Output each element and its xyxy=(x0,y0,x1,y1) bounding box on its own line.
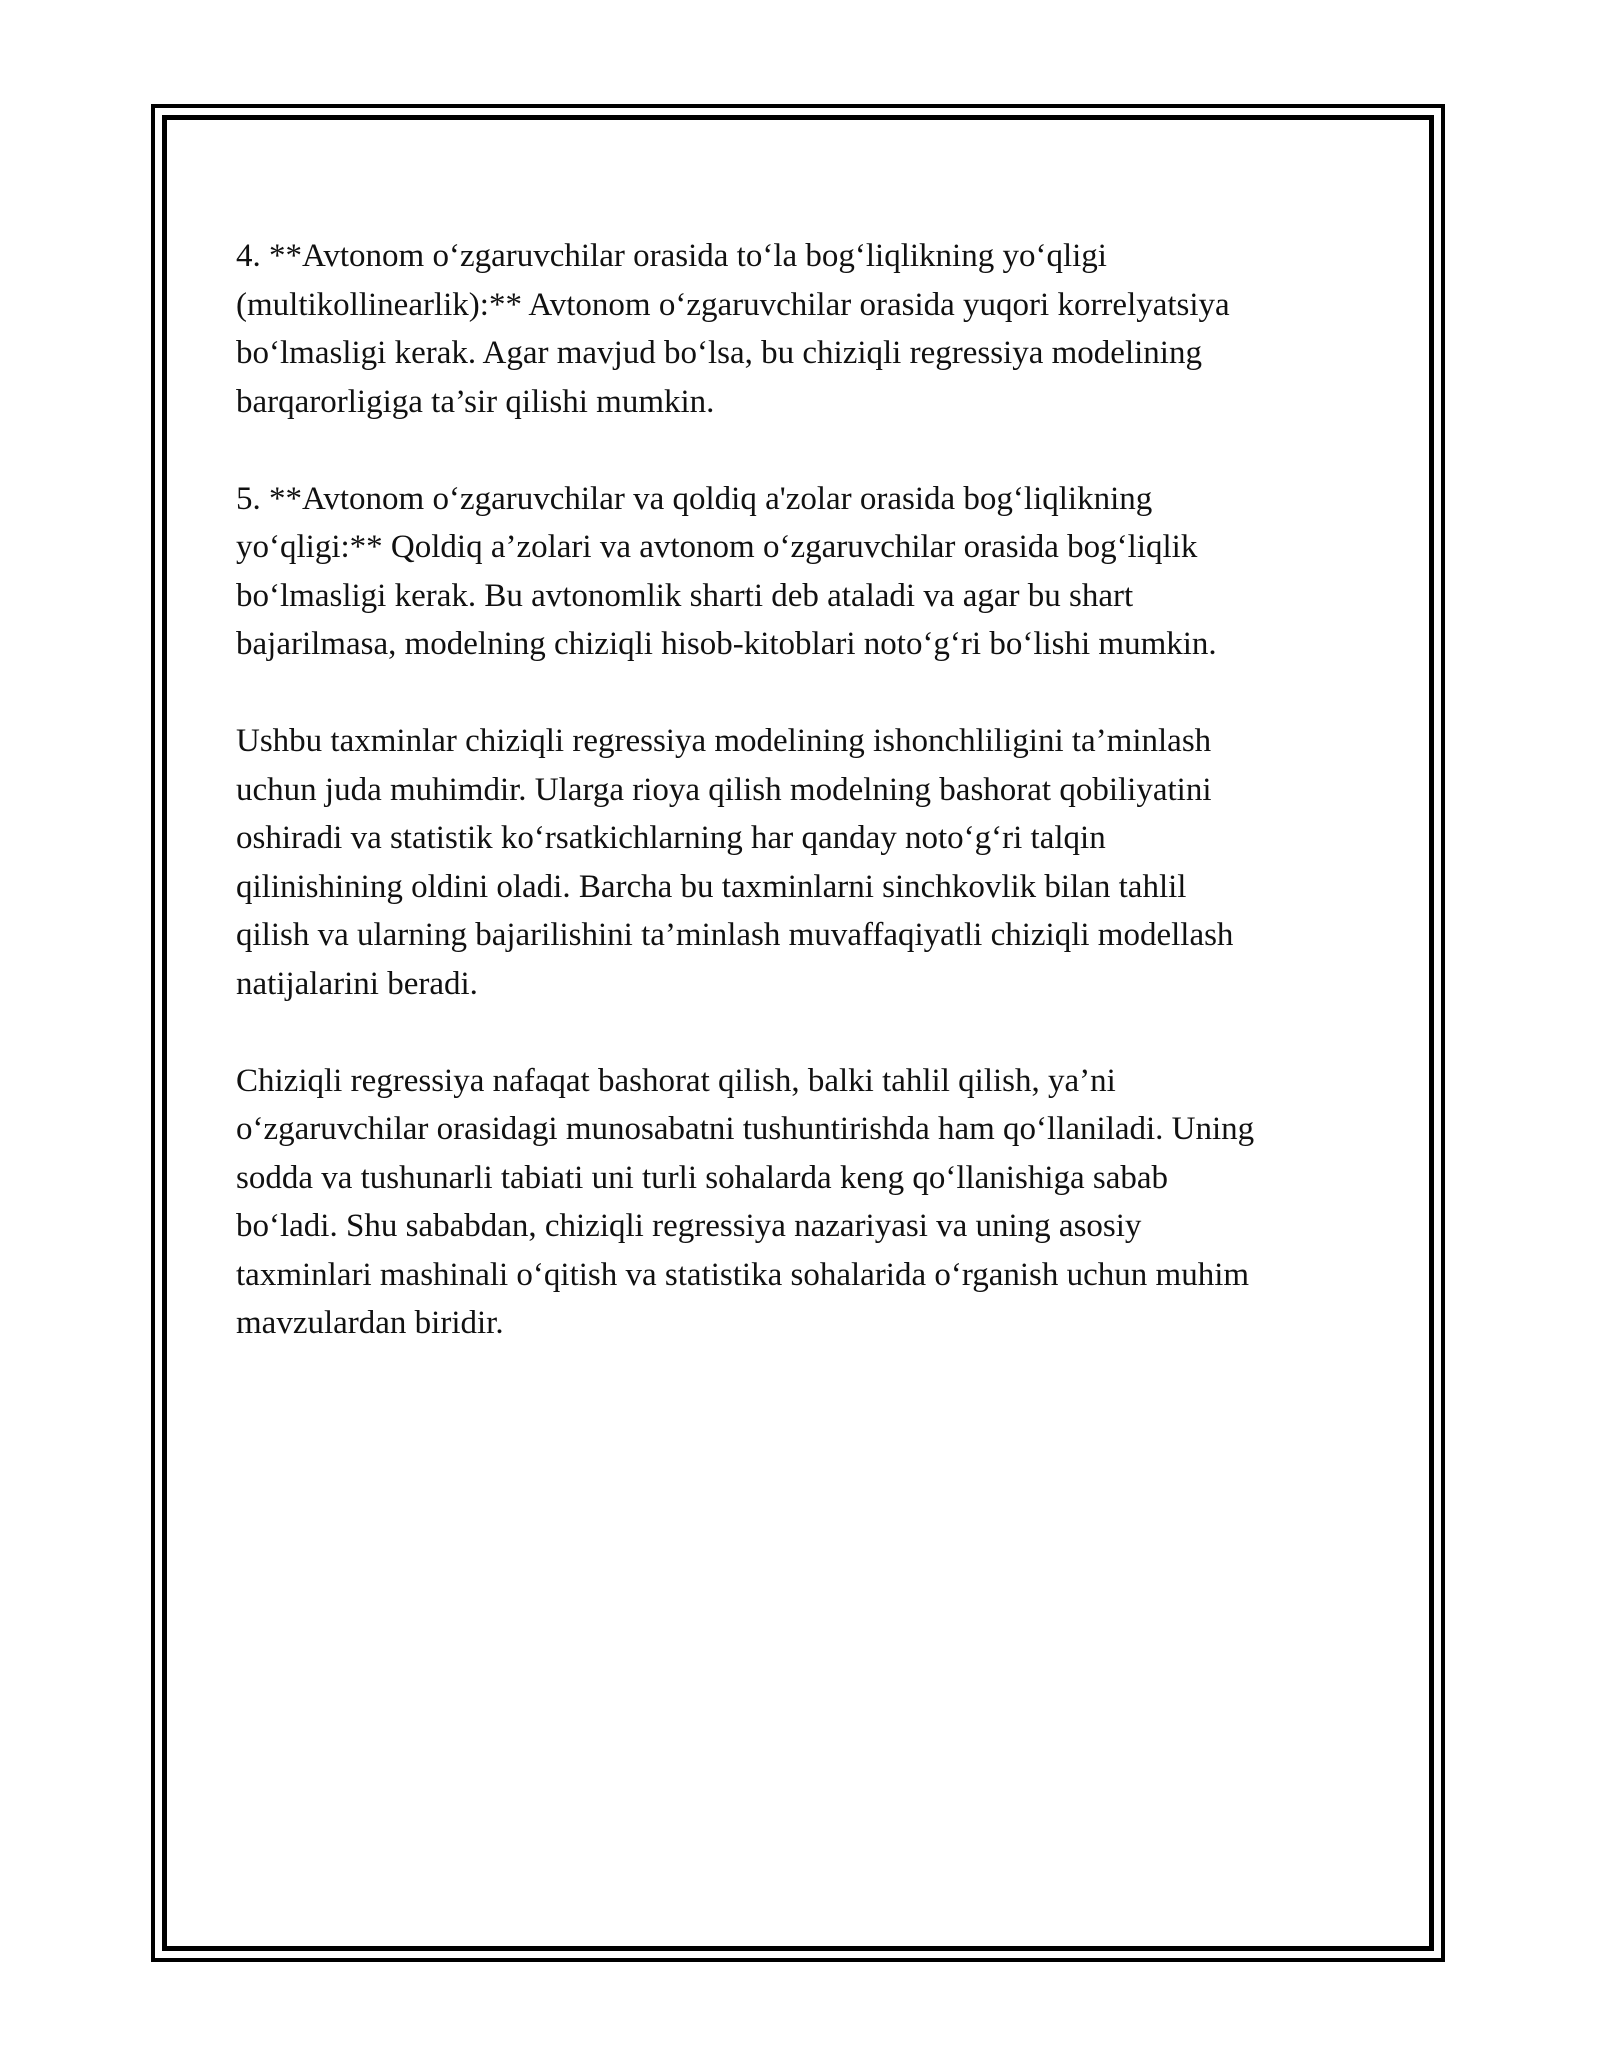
text-line: uchun juda muhimdir. Ularga rioya qilish modelning bashorat qobiliyatini xyxy=(236,771,1212,808)
text-line: taxminlari mashinali o‘qitish va statistika sohalarida o‘rganish uchun muhim xyxy=(236,1256,1250,1293)
text-line: mavzulardan biridir. xyxy=(236,1305,504,1341)
text-line: Chiziqli regressiya nafaqat bashorat qilish, balki tahlil qilish, ya’ni xyxy=(236,1062,1116,1099)
text-line: sodda va tushunarli tabiati uni turli sohalarda keng qo‘llanishiga sabab xyxy=(236,1159,1169,1196)
text-line: Ushbu taxminlar chiziqli regressiya modelining ishonchliligini ta’minlash xyxy=(236,723,1212,759)
text-line: o‘zgaruvchilar orasidagi munosabatni tushuntirishda ham qo‘llaniladi. Uning xyxy=(236,1111,1255,1147)
text-line: oshiradi va statistik ko‘rsatkichlarning har qanday noto‘g‘ri talqin xyxy=(236,820,1106,856)
text-line: yo‘qligi:** Qoldiq a’zolari va avtonom o‘zgaruvchilar orasida bog‘liqlik xyxy=(236,529,1198,565)
text-line: barqarorligiga ta’sir qilishi mumkin. xyxy=(236,383,715,420)
text-line: bajarilmasa, modelning chiziqli hisob-kitoblari noto‘g‘ri bo‘lishi mumkin. xyxy=(236,626,1217,662)
paragraph-assumption-5 xyxy=(236,475,1376,669)
text-line: (multikollinearlik):** Avtonom o‘zgaruvchilar orasida yuqori korrelyatsiya xyxy=(236,286,1230,323)
text-line: 4. **Avtonom o‘zgaruvchilar orasida to‘la bog‘liqlikning yo‘qligi xyxy=(236,238,1107,274)
text-line: natijalarini beradi. xyxy=(236,965,478,1002)
paragraph-assumption-4 xyxy=(236,232,1376,426)
text-line: qilinishining oldini oladi. Barcha bu taxminlarni sinchkovlik bilan tahlil xyxy=(236,868,1187,905)
text-line: bo‘ladi. Shu sababdan, chiziqli regressiya nazariyasi va uning asosiy xyxy=(236,1208,1142,1244)
text-line: qilish va ularning bajarilishini ta’minlash muvaffaqiyatli chiziqli modellash xyxy=(236,917,1234,953)
text-line: 5. **Avtonom o‘zgaruvchilar va qoldiq a'zolar orasida bog‘liqlikning xyxy=(236,480,1153,517)
document-body xyxy=(236,232,1376,1396)
paragraph-summary xyxy=(236,717,1376,1008)
paragraph-conclusion xyxy=(236,1057,1376,1348)
text-line: bo‘lmasligi kerak. Agar mavjud bo‘lsa, bu chiziqli regressiya modelining xyxy=(236,335,1202,371)
text-line: bo‘lmasligi kerak. Bu avtonomlik sharti deb ataladi va agar bu shart xyxy=(236,577,1134,614)
